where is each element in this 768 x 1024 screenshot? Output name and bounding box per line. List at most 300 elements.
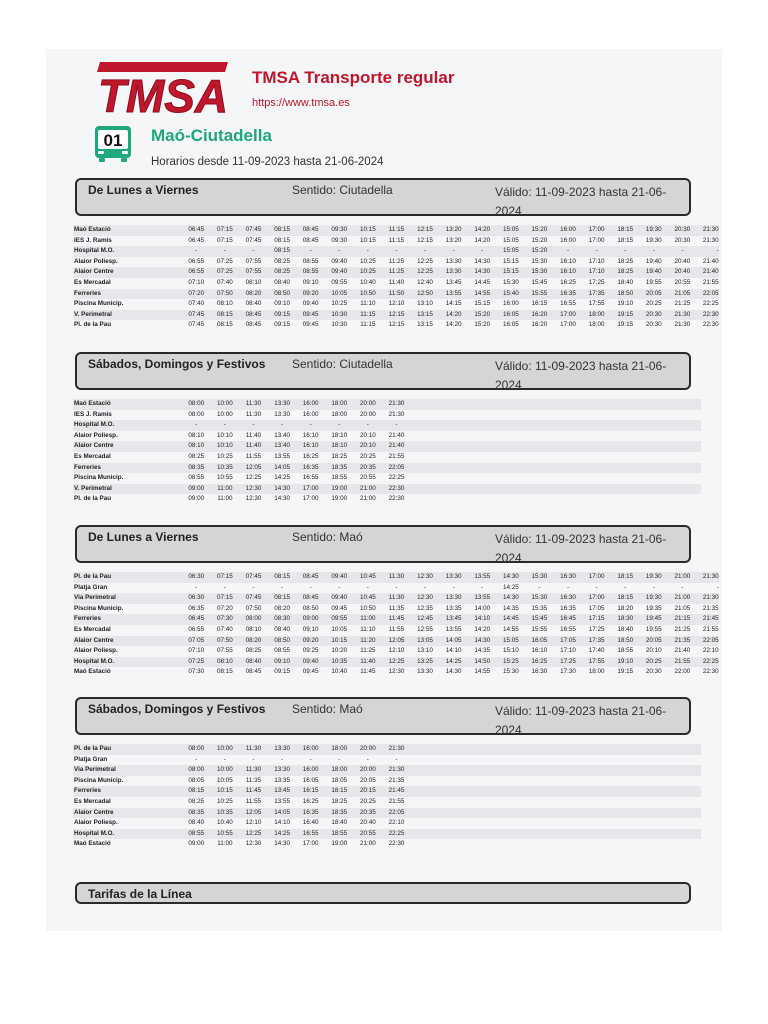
departure-time: 17:00 [296,484,325,495]
departure-time: 15:40 [497,289,526,300]
departure-time: 12:45 [411,614,440,625]
table-row [73,786,701,797]
departure-time: - [640,583,669,594]
departure-time: 10:15 [325,636,354,647]
departure-time: 12:25 [411,257,440,268]
departure-time: 16:10 [296,441,325,452]
departure-time: 11:00 [211,494,240,505]
departure-time: 21:30 [382,410,411,421]
departure-time: 12:05 [239,808,268,819]
table-row [73,431,701,442]
departure-time: - [668,246,697,257]
table-row [73,299,719,310]
table-row [73,797,701,808]
departure-time: - [268,420,297,431]
departure-time: 11:55 [239,797,268,808]
departure-time: 15:30 [525,257,554,268]
row-filler [411,463,701,474]
departure-time: 10:10 [211,431,240,442]
departure-time: 22:10 [382,818,411,829]
departure-time: 17:10 [582,257,611,268]
departure-time: 20:05 [640,636,669,647]
departure-time: 15:30 [525,267,554,278]
departure-time: 09:40 [325,267,354,278]
departure-time: - [439,246,468,257]
departure-time: 09:45 [296,320,325,331]
departure-time: 16:40 [296,818,325,829]
departure-time: 12:25 [239,473,268,484]
departure-time: 16:25 [525,657,554,668]
departure-time: - [640,246,669,257]
departure-time: - [611,246,640,257]
departure-time: 13:55 [268,452,297,463]
departure-time: 21:00 [354,494,383,505]
departure-time: 21:30 [382,765,411,776]
section-days: De Lunes a Viernes [88,183,199,197]
departure-time: 14:50 [468,657,497,668]
departure-time: 15:30 [497,667,526,678]
departure-time: 15:45 [525,278,554,289]
departure-time: 14:30 [268,494,297,505]
departure-time: 21:55 [668,657,697,668]
departure-time: 10:40 [354,278,383,289]
departure-time: 06:55 [182,267,211,278]
departure-time: 08:25 [268,267,297,278]
departure-time: 17:00 [554,320,583,331]
departure-time: 08:00 [182,399,211,410]
departure-time: 16:10 [554,267,583,278]
stop-name: Pl. de la Pau [73,320,182,331]
departure-time: 12:15 [382,310,411,321]
departure-time: 16:45 [554,614,583,625]
departure-time: 07:05 [182,636,211,647]
departure-time: 08:45 [239,667,268,678]
departure-time: 18:15 [611,225,640,236]
departure-time: 10:30 [325,310,354,321]
departure-time: 08:30 [268,614,297,625]
departure-time: - [468,583,497,594]
departure-time: 16:15 [296,786,325,797]
departure-time: 18:00 [325,410,354,421]
departure-time: 08:15 [211,667,240,678]
departure-time: 19:40 [640,257,669,268]
departure-time: 13:25 [411,657,440,668]
stop-name: Hospital M.O. [73,829,182,840]
departure-time: 07:45 [182,320,211,331]
row-filler [411,452,701,463]
departure-time: - [239,583,268,594]
departure-time: 14:25 [268,473,297,484]
departure-time: 18:10 [325,431,354,442]
departure-time: 10:00 [211,765,240,776]
departure-time: 16:05 [497,310,526,321]
departure-time: 11:55 [382,625,411,636]
departure-time: 18:00 [582,320,611,331]
departure-time: 13:35 [439,604,468,615]
departure-time: 20:25 [640,299,669,310]
departure-time: 12:30 [411,572,440,583]
departure-time: 08:35 [182,808,211,819]
departure-time: - [354,246,383,257]
stop-name: Maó Estació [73,399,182,410]
departure-time: 08:15 [268,593,297,604]
table-row [73,636,719,647]
departure-time: 14:10 [268,818,297,829]
departure-time: - [211,246,240,257]
departure-time: 10:30 [325,320,354,331]
departure-time: 06:45 [182,614,211,625]
timetable-weekend-ciutadella [73,399,701,505]
table-row [73,829,701,840]
departure-time: 13:55 [439,625,468,636]
departure-time: 15:20 [468,310,497,321]
departure-time: 20:35 [354,808,383,819]
departure-time: 09:15 [268,320,297,331]
row-filler [411,484,701,495]
departure-time: 20:25 [640,657,669,668]
departure-time: 15:05 [497,236,526,247]
departure-time: - [439,583,468,594]
table-row [73,583,719,594]
departure-time: 08:00 [239,614,268,625]
departure-time: 10:15 [354,225,383,236]
departure-time: - [668,583,697,594]
departure-time: 21:30 [668,320,697,331]
departure-time: 18:00 [325,765,354,776]
brand-url-link[interactable]: https://www.tmsa.es [252,97,350,109]
route-title: Maó-Ciutadella [151,126,272,145]
table-row [73,246,719,257]
departure-time: 21:40 [382,431,411,442]
section-days: De Lunes a Viernes [88,530,199,544]
table-row [73,839,701,850]
section-direction: Sentido: Maó [292,702,363,716]
departure-time: 08:55 [268,646,297,657]
departure-time: 08:40 [268,625,297,636]
departure-time: 15:20 [525,246,554,257]
departure-time: 21:40 [382,441,411,452]
departure-time: 15:05 [497,225,526,236]
departure-time: 12:40 [411,278,440,289]
departure-time: 17:30 [554,667,583,678]
departure-time: 17:35 [582,289,611,300]
departure-time: 16:30 [554,593,583,604]
departure-time: - [296,246,325,257]
departure-time: 17:00 [296,839,325,850]
departure-time: 12:35 [411,604,440,615]
departure-time: 08:10 [239,625,268,636]
table-row [73,593,719,604]
departure-time: 07:10 [182,646,211,657]
departure-time: - [582,583,611,594]
departure-time: 22:30 [382,494,411,505]
departure-time: 17:25 [582,278,611,289]
departure-time: 08:15 [268,225,297,236]
departure-time: 17:25 [582,625,611,636]
departure-time: 14:35 [497,604,526,615]
departure-time: 14:30 [497,593,526,604]
departure-time: 13:30 [268,744,297,755]
departure-time: - [354,755,383,766]
departure-time: 19:55 [640,278,669,289]
stop-name: Maó Estació [73,839,182,850]
tariffs-header[interactable] [75,882,691,904]
departure-time: 07:30 [211,614,240,625]
departure-time: 19:15 [611,667,640,678]
departure-time: 09:45 [296,310,325,321]
schedule-range: Horarios desde 11-09-2023 hasta 21-06-2024 [151,156,384,168]
departure-time: 09:00 [182,494,211,505]
departure-time: 21:55 [697,278,719,289]
departure-time: 06:45 [182,225,211,236]
departure-time: 11:10 [354,625,383,636]
table-row [73,452,701,463]
departure-time: 16:05 [497,320,526,331]
departure-time: 17:35 [582,636,611,647]
departure-time: 15:20 [468,320,497,331]
departure-time: 13:30 [439,267,468,278]
departure-time: 16:55 [296,473,325,484]
departure-time: 14:30 [439,667,468,678]
departure-time: 14:00 [468,604,497,615]
departure-time: 18:00 [325,744,354,755]
departure-time: 13:30 [439,572,468,583]
stop-name: Alaior Poliesp. [73,818,182,829]
departure-time: 09:45 [296,667,325,678]
section-validity: Válido: 11-09-2023 hasta 21-06-2024 [495,185,667,218]
departure-time: 10:50 [354,604,383,615]
stop-name: Via Perimetral [73,765,182,776]
departure-time: 22:00 [668,667,697,678]
departure-time: 08:20 [268,604,297,615]
table-row [73,776,701,787]
departure-time: 18:10 [325,441,354,452]
departure-time: 14:30 [268,839,297,850]
departure-time: 19:35 [640,604,669,615]
departure-time: 21:40 [697,267,719,278]
departure-time: 16:30 [554,572,583,583]
stop-name: Piscina Municip. [73,604,182,615]
departure-time: 16:00 [296,399,325,410]
departure-time: 18:20 [611,604,640,615]
stop-name: Hospital M.O. [73,657,182,668]
departure-time: 10:25 [211,797,240,808]
table-row [73,818,701,829]
brand-title: TMSA Transporte regular [252,68,455,87]
departure-time: - [182,755,211,766]
row-filler [411,420,701,431]
table-row [73,267,719,278]
departure-time: 17:05 [582,604,611,615]
departure-time: 13:30 [268,399,297,410]
departure-time: 14:55 [468,289,497,300]
departure-time: 20:25 [354,797,383,808]
departure-time: 08:55 [296,267,325,278]
stop-name: Hospital M.O. [73,246,182,257]
departure-time: 18:40 [325,818,354,829]
departure-time: 07:50 [239,604,268,615]
table-row [73,667,719,678]
departure-time: 11:15 [382,236,411,247]
departure-time: 13:05 [411,636,440,647]
departure-time: - [382,583,411,594]
departure-time: 10:35 [325,657,354,668]
section-direction: Sentido: Ciutadella [292,183,393,197]
departure-time: 14:10 [439,646,468,657]
departure-time: 09:20 [296,289,325,300]
departure-time: 11:15 [354,310,383,321]
departure-time: 18:55 [325,473,354,484]
departure-time: 21:35 [697,604,719,615]
departure-time: 09:40 [325,257,354,268]
departure-time: 11:30 [382,593,411,604]
departure-time: 17:10 [554,646,583,657]
stop-name: V. Perimetral [73,310,182,321]
departure-time: 09:10 [296,278,325,289]
departure-time: 17:05 [554,636,583,647]
departure-time: 20:00 [354,765,383,776]
section-header-weekday-mao [75,525,691,563]
departure-time: 10:05 [211,776,240,787]
departure-time: 19:00 [325,484,354,495]
departure-time: 08:20 [239,636,268,647]
departure-time: 19:30 [640,593,669,604]
table-row [73,320,719,331]
departure-time: 18:55 [611,646,640,657]
departure-time: 18:15 [611,236,640,247]
departure-time: 19:10 [611,657,640,668]
stop-name: Hospital M.O. [73,420,182,431]
departure-time: 08:15 [211,310,240,321]
departure-time: 13:35 [268,776,297,787]
departure-time: 13:10 [411,646,440,657]
departure-time: 19:30 [640,225,669,236]
departure-time: 14:30 [268,484,297,495]
departure-time: 21:40 [697,257,719,268]
departure-time: - [325,246,354,257]
departure-time: 14:20 [439,310,468,321]
bus-icon [94,125,132,163]
departure-time: 16:30 [525,667,554,678]
departure-time: - [268,755,297,766]
departure-time: 11:40 [239,431,268,442]
row-filler [411,839,701,850]
departure-time: - [354,583,383,594]
departure-time: 14:30 [468,257,497,268]
departure-time: 12:15 [411,225,440,236]
row-filler [411,399,701,410]
departure-time: 21:45 [382,786,411,797]
departure-time: - [325,420,354,431]
departure-time: 07:55 [211,646,240,657]
stop-name: Maó Estació [73,225,182,236]
departure-time: 22:25 [697,299,719,310]
departure-time: 15:05 [497,246,526,257]
departure-time: 16:35 [554,604,583,615]
row-filler [411,410,701,421]
stop-name: IES J. Ramis [73,410,182,421]
departure-time: 19:10 [611,299,640,310]
departure-time: 07:55 [239,267,268,278]
departure-time: 10:00 [211,744,240,755]
tmsa-logo [94,58,232,116]
section-validity: Válido: 11-09-2023 hasta 21-06-2024 [495,359,667,392]
stop-name: Alaior Centre [73,267,182,278]
table-row [73,744,701,755]
departure-time: 12:05 [239,463,268,474]
departure-time: 08:00 [182,744,211,755]
departure-time: 22:30 [697,320,719,331]
departure-time: 18:25 [325,452,354,463]
departure-time: 19:30 [640,572,669,583]
departure-time: 14:55 [468,667,497,678]
table-row [73,657,719,668]
departure-time: 14:45 [497,614,526,625]
departure-time: - [382,420,411,431]
departure-time: 10:55 [211,473,240,484]
departure-time: 16:00 [296,744,325,755]
section-header-weekend-mao [75,697,691,735]
departure-time: 13:40 [268,431,297,442]
departure-time: 16:00 [296,765,325,776]
row-filler [411,441,701,452]
departure-time: 10:35 [211,808,240,819]
stop-name: Ferreries [73,463,182,474]
departure-time: 09:30 [325,225,354,236]
departure-time: 18:50 [611,289,640,300]
departure-time: 12:05 [382,636,411,647]
section-header-weekday-ciutadella [75,178,691,216]
departure-time: - [325,583,354,594]
departure-time: 20:15 [354,786,383,797]
departure-time: 15:55 [525,625,554,636]
departure-time: 17:00 [554,310,583,321]
departure-time: 14:30 [468,267,497,278]
departure-time: 14:10 [468,614,497,625]
departure-time: 18:15 [611,593,640,604]
row-filler [411,431,701,442]
departure-time: 13:20 [439,225,468,236]
departure-time: 21:00 [668,593,697,604]
departure-time: 20:40 [668,257,697,268]
departure-time: 11:35 [239,776,268,787]
departure-time: 10:40 [211,818,240,829]
departure-time: 18:25 [611,257,640,268]
departure-time: 19:00 [325,494,354,505]
departure-time: 11:00 [354,614,383,625]
timetable-weekday-mao [73,572,719,678]
departure-time: - [468,246,497,257]
departure-time: 07:10 [182,278,211,289]
departure-time: 10:25 [354,257,383,268]
departure-time: - [239,420,268,431]
stop-name: Es Mercadal [73,625,182,636]
table-row [73,494,701,505]
departure-time: 08:20 [239,289,268,300]
departure-time: 11:50 [382,289,411,300]
departure-time: 11:10 [354,299,383,310]
departure-time: 11:45 [354,667,383,678]
stop-name: Platja Gran [73,583,182,594]
departure-time: 11:20 [354,636,383,647]
stop-name: V. Perimetral [73,484,182,495]
table-row [73,236,719,247]
departure-time: 21:05 [668,289,697,300]
departure-time: 10:00 [211,399,240,410]
departure-time: 18:25 [611,267,640,278]
departure-time: 17:15 [582,614,611,625]
departure-time: 18:55 [325,829,354,840]
